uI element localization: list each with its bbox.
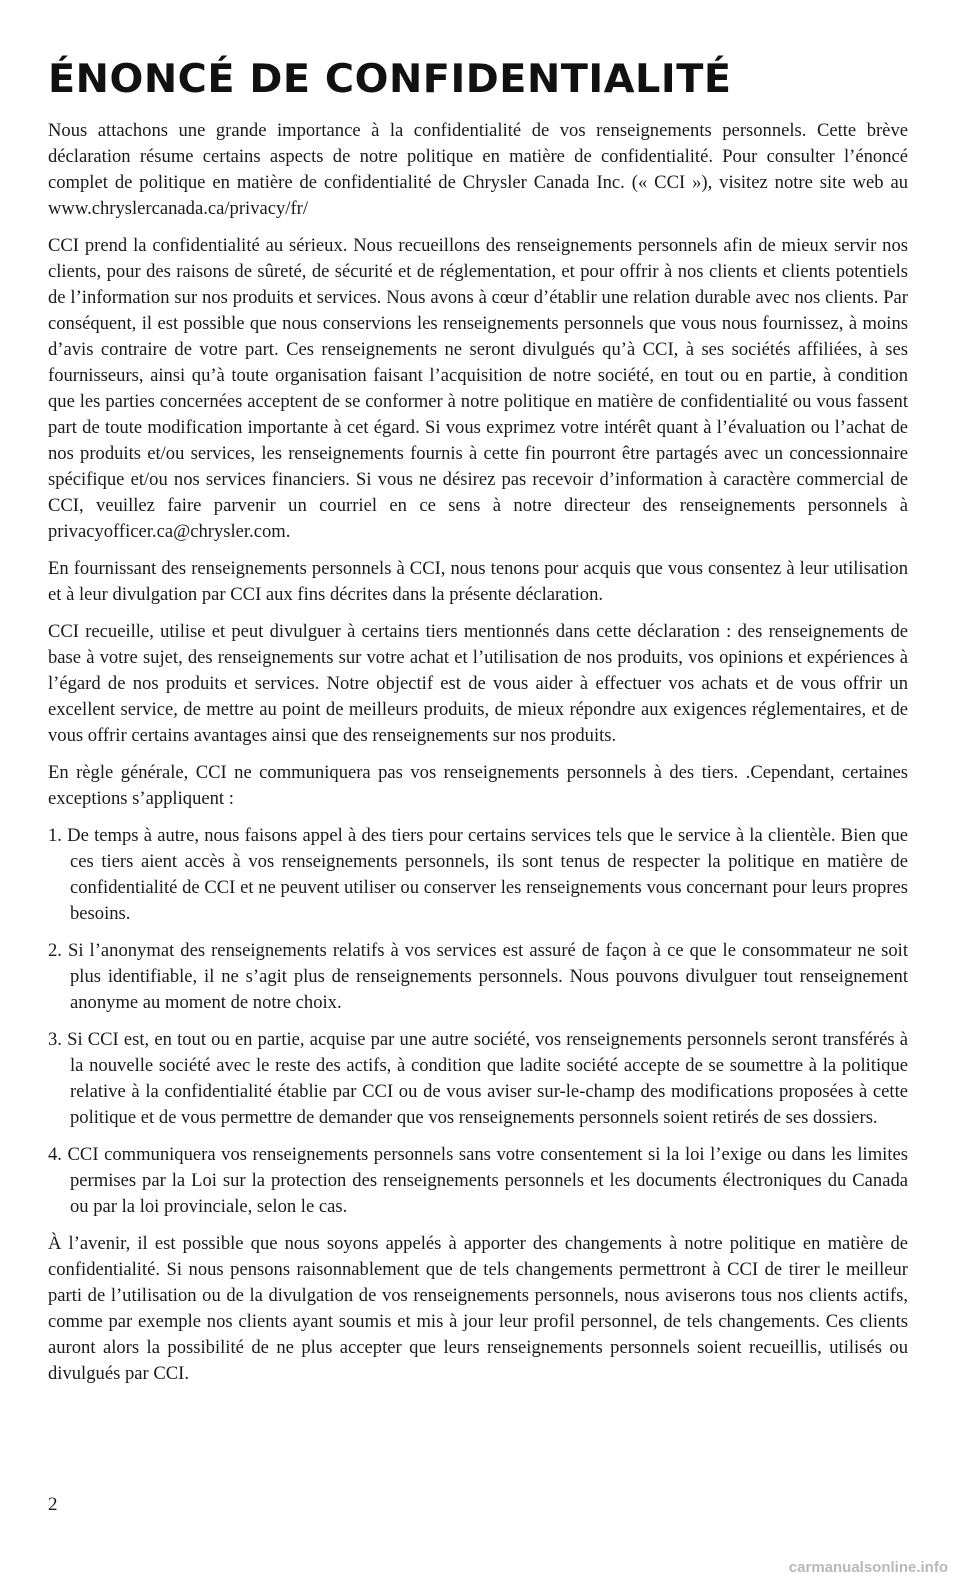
list-item: 4. CCI communiquera vos renseignements personnels sans votre consentement si la loi l’exige ou dans les limites permises par la Loi sur la protection des renseignements personnels et les documents électroniques du Canada ou par la loi provinciale, selon le cas. [48, 1144, 908, 1217]
list-item: 1. De temps à autre, nous faisons appel à des tiers pour certains services tels que le service à la clientèle. Bien que ces tiers aient accès à vos renseignements personnels, ils sont tenus de respecter la politique en matière de confidentialité de CCI et ne peuvent utiliser ou conserver les renseignements vous concernant pour leurs propres besoins. [48, 825, 908, 924]
page-title: ÉNONCÉ DE CONFIDENTIALITÉ [48, 57, 732, 102]
watermark: carmanualsonline.info [788, 1559, 948, 1576]
paragraph-collection: CCI prend la confidentialité au sérieux. Nous recueillons des renseignements personnels afin de mieux servir nos clients, pour des raisons de sûreté, de sécurité et de réglementation, et pour offrir à nos clients et clients potentiels de l’information sur nos produits et services. Nous avons à cœur d’établir une relation durable avec nos clients. Par conséquent, il est possible que nous conservions les renseignements personnels que vous nous fournissez, à moins d’avis contraire de votre part. Ces renseignements ne seront divulgués qu’à CCI, à ses sociétés affiliées, à ses fournisseurs, ainsi qu’à toute organisation faisant l’acquisition de notre société, en tout ou en partie, à condition que les parties concernées acceptent de se conformer à notre politique en matière de confidentialité ou vous fassent part de toute modification importante à cet égard. Si vous exprimez votre intérêt quant à l’évaluation ou l’achat de nos produits et/ou services, les renseignements fournis à cette fin pourront être partagés avec un concessionnaire spécifique et/ou nos services financiers. Si vous ne désirez pas recevoir d’information à caractère commercial de CCI, veuillez faire parvenir un courriel en ce sens à notre directeur des renseignements personnels à privacyofficer.ca@chrysler.com. [48, 235, 908, 542]
exceptions-list [48, 823, 908, 1220]
list-item: 3. Si CCI est, en tout ou en partie, acquise par une autre société, vos renseignements personnels seront transférés à la nouvelle société avec le reste des actifs, à condition que ladite société accepte de se soumettre à la politique relative à la confidentialité établie par CCI ou de vous aviser sur-le-champ des modifications proposées à cette politique et de vous permettre de demander que vos renseignements personnels soient retirés de ses dossiers. [48, 1029, 908, 1128]
paragraph-consent: En fournissant des renseignements personnels à CCI, nous tenons pour acquis que vous consentez à leur utilisation et à leur divulgation par CCI aux fins décrites dans la présente déclaration. [48, 558, 908, 605]
paragraph-intro: Nous attachons une grande importance à la confidentialité de vos renseignements personnels. Cette brève déclaration résume certains aspects de notre politique en matière de confidentialité. Pour consulter l’énoncé complet de politique en matière de confidentialité de Chrysler Canada Inc. (« CCI »), visitez notre site web au www.chryslercanada.ca/privacy/fr/ [48, 120, 908, 219]
paragraph-exceptions: En règle générale, CCI ne communiquera pas vos renseignements personnels à des tiers. .Cependant, certaines exceptions s’appliquent : [48, 762, 908, 809]
paragraph-closing: À l’avenir, il est possible que nous soyons appelés à apporter des changements à notre politique en matière de confidentialité. Si nous pensons raisonnablement que de tels changements permettront à CCI de tirer le meilleur parti de l’utilisation ou de la divulgation de vos renseignements personnels, nous aviserons tous nos clients actifs, comme par exemple nos clients ayant soumis et mis à jour leur profil personnel, de tels changements. Ces clients auront alors la possibilité de ne plus accepter que leurs renseignements personnels soient recueillis, utilisés ou divulgués par CCI. [48, 1233, 908, 1384]
page-number: 2 [48, 1494, 58, 1515]
document-page [48, 58, 908, 1398]
paragraph-usage: CCI recueille, utilise et peut divulguer à certains tiers mentionnés dans cette déclaration : des renseignements de base à votre sujet, des renseignements sur votre achat et l’utilisation de nos produits, vos opinions et expériences à l’égard de nos produits et services. Notre objectif est de vous aider à effectuer vos achats et de vous offrir un excellent service, de mettre au point de meilleurs produits, de mieux répondre aux exigences réglementaires, et de vous offrir certains avantages ainsi que des renseignements sur nos produits. [48, 621, 908, 746]
list-item: 2. Si l’anonymat des renseignements relatifs à vos services est assuré de façon à ce que le consommateur ne soit plus identifiable, il ne s’agit plus de renseignements personnels. Nous pouvons divulguer tout renseignement anonyme au moment de notre choix. [48, 940, 908, 1013]
